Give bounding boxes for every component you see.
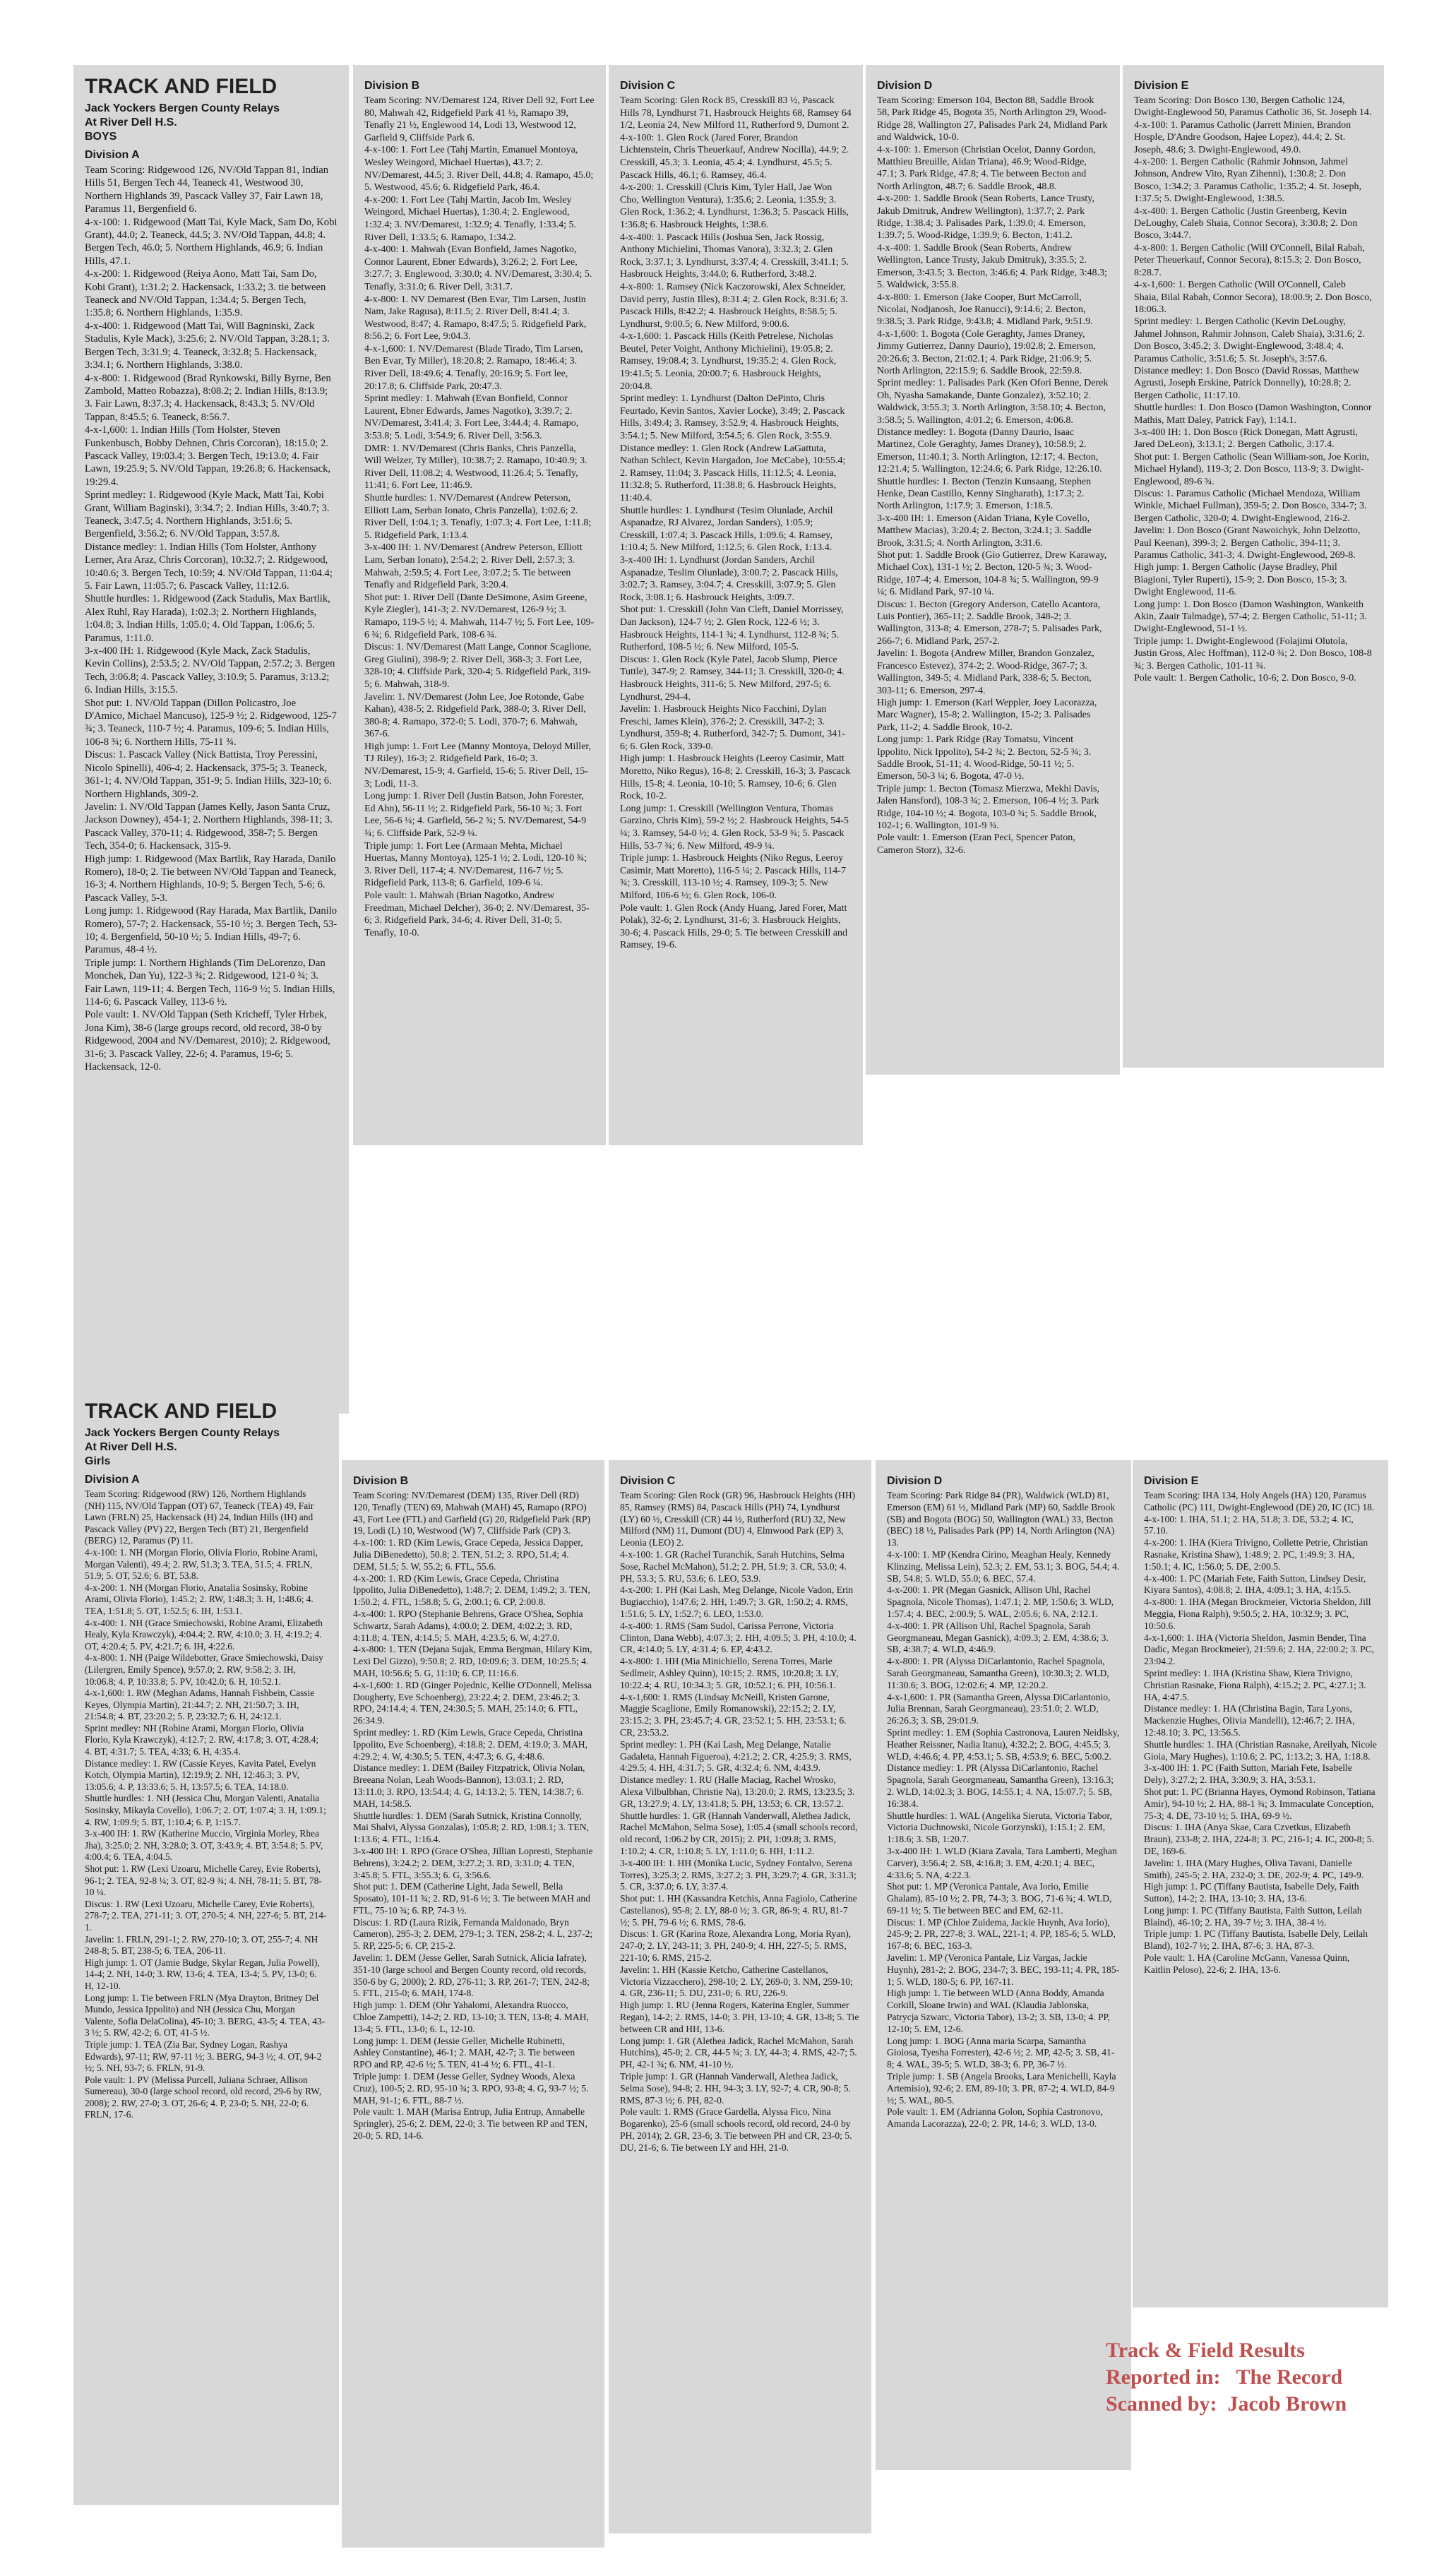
boys-headline: TRACK AND FIELD xyxy=(85,75,278,98)
boys-division-a-title: Division A xyxy=(85,149,140,161)
boys-division-a-results: Team Scoring: Ridgewood 126, NV/Old Tappan 81, Indian Hills 51, Bergen Tech 44, Teaneck 41, Westwood 30, Northern Highlands 39, Pascack Valley 37, Fair Lawn 18, Paramus 11, Bergenfield 6. 4-x-100: 1. Ridgewood (Matt Tai, Kyle Mack, Sam Do, Kobi Grant), 44.0; 2. Teaneck, 44.5; 3. NV/Old Tappan, 44.8; 4. Bergen Tech, 46.0; 5. Northern Highlands, 46.9; 6. Indian Hills, 47.1. 4-x-200: 1. Ridgewood (Reiya Aono, Matt Tai, Sam Do, Kobi Grant), 1:31.2; 2. Hackensack, 1:33.2; 3. tie between Teaneck and NV/Old Tappan, 1:34.4; 5. Bergen Tech, 1:35.8; 6. Northern Highlands, 1:35.9. 4-x-400: 1. Ridgewood (Matt Tai, Will Bagninski, Zack Stadulis, Kyle Mack), 3:25.6; 2. NV/Old Tappan, 3:28.1; 3. Bergen Tech, 3:31.9; 4. Teaneck, 3:32.8; 5. Hackensack, 3:34.1; 6. Northern Highlands, 3:38.0. 4-x-800: 1. Ridgewood (Brad Rynkowski, Billy Byrne, Ben Zambold, Matteo Robazza), 8:08.2; 2. Indian Hills, 8:13.9; 3. Fair Lawn, 8:37.3; 4. Hackensack, 8:43.3; 5. NV/Old Tappan, 8:45.5; 6. Teaneck, 8:56.7. 4-x-1,600: 1. Indian Hills (Tom Holster, Steven Funkenbusch, Bobby Dehnen, Chris Corcoran), 18:15.0; 2. Pascack Valley, 19:03.4; 3. Bergen Tech, 19:13.0; 4. Fair Lawn, 19:25.9; 5. NV/Old Tappan, 19:26.8; 6. Hackensack, 19:29.4. Sprint medley: 1. Ridgewood (Kyle Mack, Matt Tai, Kobi Grant, William Baginski), 3:34.7; 2. Indian Hills, 3:40.7; 3. Teaneck, 3:47.5; 4. Northern Highlands, 3:51.6; 5. Bergenfield, 3:56.2; 6. NV/Old Tappan, 3:57.8. Distance medley: 1. Indian Hills (Tom Holster, Anthony Lerner, Ara Araz, Chris Corcoran), 10:32.7; 2. Ridgewood, 10:40.6; 3. Bergen Tech, 10:59; 4. NV/Old Tappan, 11:04.4; 5. Fair Lawn, 11:05.7; 6. Pascack Valley, 11:12.6. Shuttle hurdles: 1. Ridgewood (Zack Stadulis, Max Bartlik, Alex Ruhl, Ray Harada), 1:02.3; 2. Northern Highlands, 1:04.8; 3. Indian Hills, 1:05.0; 4. Old Tappan, 1:06.6; 5. Paramus, 1:11.0. 3-x-400 IH: 1. Ridgewood (Kyle Mack, Zack Stadulis, Kevin Collins), 2:53.5; 2. NV/Old Tappan, 2:57.2; 3. Bergen Tech, 3:06.8; 4. Pascack Valley, 3:10.9; 5. Paramus, 3:13.2; 6. Indian Hills, 3:15.5. Shot put: 1. NV/Old Tappan (Dillon Policastro, Joe D'Amico, Michael Mancuso), 125-9 ½; 2. Ridgewood, 125-7 ¾; 3. Teaneck, 110-7 ½; 4. Paramus, 109-6; 5. Indian Hills, 106-8 ¾; 6. Northern Hills, 75-11 ¾. Discus: 1. Pascack Valley (Nick Battista, Troy Peressini, Nicolo Spinelli), 406-4; 2. Hackensack, 375-5; 3. Teaneck, 361-1; 4. NV/Old Tappan, 351-9; 5. Indian Hills, 323-10; 6. Northern Highlands, 309-2. Javelin: 1. NV/Old Tappan (James Kelly, Jason Santa Cruz, Jackson Downey), 454-1; 2. Northern Highlands, 398-11; 3. Pascack Valley, 370-11; 4. Ridgewood, 358-7; 5. Bergen Tech, 354-0; 6. Hackensack, 315-9. High jump: 1. Ridgewood (Max Bartlik, Ray Harada, Danilo Romero), 18-0; 2. Tie between NV/Old Tappan and Teaneck, 16-3; 4. Northern Highlands, 10-9; 5. Bergen Tech, 5-6; 6. Pascack Valley, 5-3. Long jump: 1. Ridgewood (Ray Harada, Max Bartlik, Danilo Romero), 57-7; 2. Hackensack, 55-10 ½; 3. Bergen Tech, 53-10; 4. Bergenfield, 50-10 ½; 5. Indian Hills, 49-7; 6. Paramus, 48-4 ½. Triple jump: 1. Northern Highlands (Tim DeLorenzo, Dan Monchek, Dan Yu), 122-3 ¾; 2. Ridgewood, 121-0 ¾; 3. Fair Lawn, 119-11; 4. Bergen Tech, 116-9 ½; 5. Indian Hills, 114-6; 6. Pascack Valley, 113-6 ½. Pole vault: 1. NV/Old Tappan (Seth Kricheff, Tyler Hrbek, Jona Kim), 38-6 (large groups record, old record, 38-0 by Ridgewood, 2004 and NV/Demarest, 2010); 2. Ridgewood, 31-6; 3. Pascack Valley, 22-6; 4. Paramus, 19-6; 5. Hackensack, 12-0. xyxy=(85,165,338,1073)
boys-division-d-title: Division D xyxy=(877,80,933,92)
girls-division-e-clipping xyxy=(1133,1460,1388,2308)
girls-division-b-clipping xyxy=(342,1460,604,2548)
boys-meet-name: Jack Yockers Bergen County Relays xyxy=(85,102,280,114)
boys-division-d-results: Team Scoring: Emerson 104, Becton 88, Saddle Brook 58, Park Ridge 45, Bogota 35, North Arlington 29, Wood-Ridge 28, Wallington 27, Palisades Park 24, Midland Park and Waldwick, 10-0. 4-x-100: 1. Emerson (Christian Ocelot, Danny Gordon, Matthieu Breuille, Aidan Triana), 46.9; Wood-Ridge, 47.1; 3. Park Ridge, 47.8; 4. Tie between Becton and North Arlington, 48.7; 6. Saddle Brook, 48.8. 4-x-200: 1. Saddle Brook (Sean Roberts, Lance Trusty, Jakub Dmitruk, Andrew Wellington), 1:37.7; 2. Park Ridge, 1:38.4; 3. Palisades Park, 1:39.0; 4. Emerson, 1:39.7; 5. Wood-Ridge, 1:39.9; 6. Becton, 1:41.2. 4-x-400: 1. Saddle Brook (Sean Roberts, Andrew Wellington, Lance Trusty, Jakub Dmitruk), 3:35.5; 2. Emerson, 3:43.5; 3. Becton, 3:46.6; 4. Park Ridge, 3:48.3; 5. Waldwick, 3:55.8. 4-x-800: 1. Emerson (Jake Cooper, Burt McCarroll, Nicolai, Nodjanosh, Joe Ranucci), 9:14.6; 2. Becton, 9:38.5; 3. Park Ridge, 9:43.8; 4. Midland Park, 9:51.9. 4-x-1,600: 1. Bogota (Cole Geraghty, James Draney, Jimmy Gutierrez, Danny Daurio), 19:02.8; 2. Emerson, 20:26.6; 3. Becton, 21:02.1; 4. Park Ridge, 21:06.9; 5. North Arlington, 22:15.9; 6. Saddle Brook, 22:59.8. Sprint medley: 1. Palisades Park (Ken Ofori Benne, Derek Oh, Nyasha Samakande, Dante Gonzalez), 3:52.10; 2. Waldwick, 3:55.3; 3. North Arlington, 3:58.10; 4. Becton, 3:58.5; 5. Wallington, 4:01.2; 6. Emerson, 4:06.8. Distance medley: 1. Bogota (Danny Daurio, Isaac Martinez, Cole Geraghty, James Draney), 10:58.9; 2. Emerson, 11:40.1; 3. North Arlington, 12:17; 4. Becton, 12:21.4; 5. Wallington, 12:24.6; 6. Park Ridge, 12:26.10. Shuttle hurdles: 1. Becton (Tenzin Kunsaang, Stephen Henke, Dean Castillo, Kenny Singharath), 1:17.3; 2. North Arlington, 1:17.9; 3. Emerson, 1:18.5. 3-x-400 IH: 1. Emerson (Aidan Triana, Kyle Covello, Matthew Macias), 3:20.4; 2. Becton, 3:24.1; 3. Saddle Brook, 3:31.5; 4. North Arlington, 3:31.6. Shot put: 1. Saddle Brook (Gio Gutierrez, Drew Karaway, Michael Cox), 131-1 ½; 2. Becton, 120-5 ¾; 3. Wood-Ridge, 107-4; 4. Emerson, 104-8 ¾; 5. Wallington, 99-9 ¼; 6. Midland Park, 97-10 ¼. Discus: 1. Becton (Gregory Anderson, Catello Acantora, Luis Pontier), 365-11; 2. Saddle Brook, 348-2; 3. Wallington, 313-8; 4. Emerson, 278-7; 5. Palisades Park, 266-7; 6. Midland Park, 257-2. Javelin: 1. Bogota (Andrew Miller, Brandon Gonzalez, Francesco Estevez), 374-2; 2. Wood-Ridge, 367-7; 3. Wallington, 349-5; 4. Midland Park, 338-6; 5. Becton, 303-11; 6. Emerson, 297-4. High jump: 1. Emerson (Karl Weppler, Joey Lacorazza, Marc Wagner), 15-8; 2. Wallington, 15-2; 3. Palisades Park, 11-2; 4. Saddle Brook, 10-2. Long jump: 1. Park Ridge (Ray Tomatsu, Vincent Ippolito, Nick Ippolito), 54-2 ¾; 2. Becton, 52-5 ¾; 3. Saddle Brook, 51-11; 4. Wood-Ridge, 50-11 ½; 5. Emerson, 50-3 ¼; 6. Bogota, 47-0 ½. Triple jump: 1. Becton (Tomasz Mierzwa, Mekhi Davis, Jalen Hansford), 108-3 ¾; 2. Emerson, 106-4 ½; 3. Park Ridge, 104-10 ½; 4. Bogota, 103-0 ¾; 5. Saddle Brook, 102-1; 6. Wallington, 101-9 ¾. Pole vault: 1. Emerson (Eran Peci, Spencer Paton, Cameron Storz), 32-6. xyxy=(877,95,1109,856)
boys-division-c-results: Team Scoring: Glen Rock 85, Cresskill 83 ½, Pascack Hills 78, Lyndhurst 71, Hasbrouck Heights 68, Ramsey 64 1/2, Leonia 24, New Milford 11, Rutherford 9, Dumont 2. 4-x-100: 1. Glen Rock (Jared Forer, Brandon Lichtenstein, Chris Theuerkauf, Andrew Nocilla), 44.9; 2. Cresskill, 45.3; 3. Leonia, 45.4; 4. Lyndhurst, 45.5; 5. Pascack Hills, 46.1; 6. Ramsey, 46.4. 4-x-200: 1. Cresskill (Chris Kim, Tyler Hall, Jae Won Cho, Wellington Ventura), 1:35.6; 2. Leonia, 1:35.9; 3. Glen Rock, 1:36.2; 4. Lyndhurst, 1:36.3; 5. Pascack Hills, 1:36.8; 6. Hasbrouck Heights, 1:38.6. 4-x-400: 1. Pascack Hills (Joshua Sen, Jack Rossig, Anthony Michielini, Thomas Vanora), 3:32.3; 2. Glen Rock, 3:37.1; 3. Lyndhurst, 3:37.4; 4. Cresskill, 3:41.1; 5. Hasbrouck Heights, 3:44.0; 6. Rutherford, 3:48.2. 4-x-800: 1. Ramsey (Nick Kaczorowski, Alex Schneider, David perry, Justin Illes), 8:31.4; 2. Glen Rock, 8:31.6; 3. Pascack Hills, 8:42.2; 4. Hasbrouck Heights, 8:58.5; 5. Lyndhurst, 9:00.5; 6. New Milford, 9:00.6. 4-x-1,600: 1. Pascack Hills (Keith Petrelese, Nicholas Beutel, Peter Voight, Anthony Michielini), 19:05.8; 2. Ramsey, 19:08.4; 3. Lyndhurst, 19:35.2; 4. Glen Rock, 19:41.5; 5. Leonia, 20:00.7; 6. Hasbrouck Heights, 20:04.8. Sprint medley: 1. Lyndhurst (Dalton DePinto, Chris Feurtado, Kevin Santos, Xavier Locke), 3:49; 2. Pascack Hills, 3:49.4; 3. Ramsey, 3:52.9; 4. Hasbrouck Heights, 3:54.1; 5. New Milford, 3:54.5; 6. Glen Rock, 3:55.9. Distance medley: 1. Glen Rock (Andrew LaGattuta, Nathan Schlect, Kevin Hargadon, Joe McCabe), 10:55.4; 2. Ramsey, 11:04; 3. Pascack Hills, 11:12.5; 4. Leonia, 11:32.8; 5. Rutherford, 11:38.8; 6. Hasbrouck Heights, 11:40.4. Shuttle hurdles: 1. Lyndhurst (Tesim Olunlade, Archil Aspanadze, RJ Alvarez, Jordan Sanders), 1:05.9; Cresskill, 1:07.4; 3. Pascack Hills, 1:09.6; 4. Ramsey, 1:10.4; 5. New Milford, 1:12.5; 6. Glen Rock, 1:13.4. 3-x-400 IH: 1. Lyndhurst (Jordan Sanders, Archil Aspanadze, Teslim Olunlade), 3:00.7; 2. Pascack Hills, 3:02.7; 3. Ramsey, 3:04.7; 4. Cresskill, 3:07.9; 5. Glen Rock, 3:08.1; 6. Hasbrouck Heights, 3:09.7. Shot put: 1. Cresskill (John Van Cleft, Daniel Morrissey, Dan Jackson), 124-7 ½; 2. Glen Rock, 122-6 ½; 3. Hasbrouck Heights, 114-1 ¾; 4. Lyndhurst, 112-8 ¾; 5. Rutherford, 108-5 ½; 6. New Milford, 105-5. Discus: 1. Glen Rock (Kyle Patel, Jacob Slump, Pierce Tuttle), 347-9; 2. Ramsey, 344-11; 3. Cresskill, 320-0; 4. Hasbrouck Heights, 311-6; 5. New Milford, 297-5; 6. Lyndhurst, 294-4. Javelin: 1. Hasbrouck Heights Nico Facchini, Dylan Freschi, James Klein), 376-2; 2. Cresskill, 347-2; 3. Lyndhurst, 359-8; 4. Rutherford, 342-7; 5. Dumont, 341-6; 6. Glen Rock, 339-0. High jump: 1. Hasbrouck Heights (Leeroy Casimir, Matt Moretto, Niko Regus), 16-8; 2. Cresskill, 16-3; 3. Pascack Hills, 15-8; 4. Leonia, 10-10; 5. Ramsey, 10-6; 6. Glen Rock, 10-2. Long jump: 1. Cresskill (Wellington Ventura, Thomas Garzino, Chris Kim), 59-2 ½; 2. Hasbrouck Heights, 54-5 ¼; 3. Ramsey, 54-0 ½; 4. Glen Rock, 53-9 ¾; 5. Pascack Hills, 53-7 ¾; 6. New Milford, 49-9 ¼. Triple jump: 1. Hasbrouck Heights (Niko Regus, Leeroy Casimir, Matt Moretto), 116-5 ¼; 2. Pascack Hills, 114-7 ¾; 3. Cresskill, 113-10 ½; 4. Ramsey, 109-3; 5. New Milford, 106-6 ½; 6. Glen Rock, 106-0. Pole vault: 1. Glen Rock (Andy Huang, Jared Forer, Matt Polak), 32-6; 2. Lyndhurst, 31-6; 3. Hasbrouck Heights, 30-6; 4. Pascack Hills, 29-0; 5. Tie between Cresskill and Ramsey, 19-6. xyxy=(620,95,852,951)
boys-division-a-clipping xyxy=(73,65,349,1414)
girls-division-b-results: Team Scoring: NV/Demarest (DEM) 135, River Dell (RD) 120, Tenafly (TEN) 69, Mahwah (MAH) 45, Ramapo (RPO) 43, Fort Lee (FTL) and Garfield (G) 20, Ridgefield Park (RP) 19, Lodi (L) 10, Westwood (W) 7, Cliffside Park (CP) 3. 4-x-100: 1. RD (Kim Lewis, Grace Cepeda, Jessica Dapper, Julia DiBenedetto), 50.8; 2. TEN, 51.2; 3. RPO, 51.4; 4. DEM, 51.5; 5. W, 55.2; 6. FTL, 55.6. 4-x-200: 1. RD (Kim Lewis, Grace Cepeda, Christina Ippolito, Julia DiBenedetto), 1:48.7; 2. DEM, 1:49.2; 3. TEN, 1:50.2; 4. FTL, 1:58.8; 5. G, 2:00.1; 6. CP, 2:00.8. 4-x-400: 1. RPO (Stephanie Behrens, Grace O'Shea, Sophia Schwartz, Sarah Adams), 4:00.0; 2. DEM, 4:02.2; 3. RD, 4:11.8; 4. TEN, 4:14.5; 5. MAH, 4:23.5; 6. W, 4:27.0. 4-x-800: 1. TEN (Dejana Sujak, Emma Bergman, Hilary Kim, Lexi Del Gizzo), 9:50.8; 2. RD, 10:09.6; 3. DEM, 10:25.5; 4. MAH, 10:56.6; 5. G, 11:10; 6. CP, 11:16.6. 4-x-1,600: 1. RD (Ginger Pojednic, Kellie O'Donnell, Melissa Dougherty, Eve Schoenberg), 23:22.4; 2. DEM, 23:46.2; 3. RPO, 24:14.4; 4. TEN, 24:30.5; 5. MAH, 25:14.0; 6. FTL, 26:34.9. Sprint medley: 1. RD (Kim Lewis, Grace Cepeda, Christina Ippolito, Eve Schoenberg), 4:18.8; 2. DEM, 4:19.0; 3. MAH, 4:29.2; 4. W, 4:30.5; 5. TEN, 4:47.3; 6. G, 4:48.6. Distance medley: 1. DEM (Bailey Fitzpatrick, Olivia Nolan, Breeana Nolan, Leah Woods-Bannon), 13:03.1; 2. RD, 13:11.0; 3. RPO, 13:54.4; 4. G, 14:13.2; 5. TEN, 14:38.7; 6. MAH, 14:58.5. Shuttle hurdles: 1. DEM (Sarah Sutnick, Kristina Connolly, Mai Shalvi, Alyssa Gonzalas), 1:05.8; 2. RD, 1:08.1; 3. TEN, 1:13.6; 4. FTL, 1:16.4. 3-x-400 IH: 1. RPO (Grace O'Shea, Jillian Lopresti, Stephanie Behrens), 3:24.2; 2. DEM, 3:27.2; 3. RD, 3:31.0; 4. TEN, 3:45.8; 5. FTL, 3:55.3; 6. G, 3:56.6. Shot put: 1. DEM (Catherine Light, Jada Sewell, Bella Sposato), 101-11 ¾; 2. RD, 91-6 ½; 3. Tie between MAH and FTL, 75-10 ¾; 6. RP, 74-3 ½. Discus: 1. RD (Laura Rizik, Fernanda Maldonado, Bryn Cameron), 295-3; 2. DEM, 279-1; 3. TEN, 258-2; 4. L, 237-2; 5. RP, 225-5; 6. CP, 215-2. Javelin: 1. DEM (Jesse Geller, Sarah Sutnick, Alicia Iafrate), 351-10 (large school and Bergen County record, old records, 350-6 by G, 2000); 2. RD, 276-11; 3. RP, 261-7; TEN, 242-8; 5. FTL, 215-0; 6. MAH, 174-8. High jump: 1. DEM (Ohr Yahalomi, Alexandra Ruocco, Chloe Zampetti), 14-2; 2. RD, 13-10; 3. TEN, 13-8; 4. MAH, 13-4; 5. FTL, 13-0; 6. L, 12-10. Long jump: 1. DEM (Jessie Geller, Michelle Rubinetti, Ashley Constantine), 46-1; 2. MAH, 42-7; 3. Tie between RPO and RP, 42-6 ½; 5. TEN, 41-4 ½; 6. FTL, 41-1. Triple jump: 1. DEM (Jesse Geller, Sydney Woods, Alexa Cruz), 100-5; 2. RD, 95-10 ¾; 3. RPO, 93-8; 4. G, 93-7 ½; 5. MAH, 91-1; 6. FTL, 88-7 ½. Pole vault: 1. MAH (Marisa Entrup, Julia Entrup, Annabelle Springler), 25-6; 2. DEM, 22-0; 3. Tie between RP and TEN, 20-0; 5. RD, 14-6. xyxy=(353,1490,593,2142)
girls-division-d-clipping xyxy=(876,1460,1131,2470)
boys-division-c-clipping xyxy=(609,65,863,1145)
boys-division-b-clipping xyxy=(353,65,606,1145)
boys-division-e-clipping xyxy=(1123,65,1384,1068)
girls-division-a-results: Team Scoring: Ridgewood (RW) 126, Northern Highlands (NH) 115, NV/Old Tappan (OT) 67, Teaneck (TEA) 49, Fair Lawn (FRLN) 25, Hackensack (H) 24, Indian Hills (IH) and Pascack Valley (PV) 22, Bergen Tech (BT) 21, Bergenfield (BERG) 12, Paramus (P) 11. 4-x-100: 1. NH (Morgan Florio, Olivia Florio, Robine Arami, Morgan Valenti), 49.4; 2. RW, 51.3; 3. TEA, 51.5; 4. FRLN, 51.9; 5. OT, 52.6; 6. BT, 53.8. 4-x-200: 1. NH (Morgan Florio, Anatalia Sosinsky, Robine Arami, Olivia Florio), 1:45.2; 2. RW, 1:48.3; 3. H, 1:48.6; 4. TEA, 1:51.8; 5. OT, 1:52.5; 6. IH, 1:53.1. 4-x-400: 1. NH (Grace Smiechowski, Robine Arami, Elizabeth Healy, Kyla Krawczyk), 4:04.4; 2. RW, 4:10.0; 3. H, 4:19.2; 4. OT, 4:20.4; 5. PV, 4:21.7; 6. IH, 4:22.6. 4-x-800: 1. NH (Paige Wildebotter, Grace Smiechowski, Daisy (Lilergren, Emily Spence), 9:57.0; 2. RW, 9:58.2; 3. IH, 10:06.8; 4. P, 10:33.8; 5. PV, 10:42.0; 6. H, 10:52.1. 4-x-1,600: 1. RW (Meghan Adams, Hannah Fishbein, Cassie Keyes, Olympia Martin), 21:44.7; 2. NH, 21:50.7; 3. IH, 21:54.8; 4. BT, 23:20.2; 5. P, 23:32.7; 6. H, 24:12.1. Sprint medley: NH (Robine Arami, Morgan Florio, Olivia Florio, Kyla Krawczyk), 4:12.7; 2. RW, 4:17.8; 3. OT, 4:28.4; 4. BT, 4:31.7; 5. TEA, 4:33; 6. H, 4:35.4. Distance medley: 1. RW (Cassie Keyes, Kavita Patel, Evelyn Kotch, Olympia Martin), 12:19.9; 2. NH, 12:46.3; 3. PV, 13:05.6; 4. P, 13:33.6; 5. H, 13:57.5; 6. TEA, 14:18.0. Shuttle hurdles: 1. NH (Jessica Chu, Morgan Valenti, Anatalia Sosinsky, Mikayla Covello), 1:06.7; 2. OT, 1:07.4; 3. H, 1:09.1; 4. RW, 1:09.9; 5. BT, 1:10.4; 6. P, 1:15.7. 3-x-400 IH: 1. RW (Katherine Muccio, Virginia Morley, Rhea Jha), 3:25.0; 2. NH, 3:28.0; 3. OT, 3:43.9; 4. BT, 3:54.8; 5. PV, 4:00.4; 6. TEA, 4:04.5. Shot put: 1. RW (Lexi Uzoaru, Michelle Carey, Evie Roberts), 96-1; 2. TEA, 92-8 ¼; 3. OT, 82-9 ¾; 4. NH, 78-11; 5. BT, 78-10 ¼. Discus: 1. RW (Lexi Uzoaru, Michelle Carey, Evie Roberts), 278-7; 2. TEA, 271-11; 3. OT, 270-5; 4. NH, 227-6; 5. BT, 214-1. Javelin: 1. FRLN, 291-1; 2. RW, 270-10; 3. OT, 255-7; 4. NH 248-8; 5. BT, 238-5; 6. TEA, 206-11. High jump: 1. OT (Jamie Budge, Skylar Regan, Julia Powell), 14-4; 2. NH, 14-0; 3. RW, 13-6; 4. TEA, 13-4; 5. PV, 13-0; 6. H, 12-10. Long jump: 1. Tie between FRLN (Mya Drayton, Britney Del Mundo, Jessica Ippolito) and NH (Jessica Chu, Morgan Valente, Sofia DelaColina), 45-10; 3. BERG, 43-5; 4. TEA, 43-3 ½; 5. RW, 42-2; 6. OT, 41-5 ½. Triple jump: 1. TEA (Zia Bar, Sydney Logan, Rashya Edwards), 97-11; RW, 97-11 ½; 3. BERG, 94-3 ½; 4. OT, 94-2 ½; 5. NH, 93-7; 6. FRLN, 91-9. Pole vault: 1. PV (Melissa Purcell, Juliana Schraer, Allison Sumereau), 30-0 (large school record, old record, 29-6 by RW, 2008); 2. RW, 27-0; 3. OT, 26-6; 4. P, 23-0; 5. NH, 22-0; 6. FRLN, 17-6. xyxy=(85,1488,327,2120)
girls-gender-label: Girls xyxy=(85,1455,111,1467)
boys-division-b-results: Team Scoring: NV/Demarest 124, River Dell 92, Fort Lee 80, Mahwah 42, Ridgefield Park 41 ½, Ramapo 39, Tenafly 21 ½, Englewood 14, Lodi 13, Westwood 12, Garfield 9, Cliffside Park 6. 4-x-100: 1. Fort Lee (Tahj Martin, Emanuel Montoya, Wesley Weingord, Michael Huertas), 43.7; 2. NV/Demarest, 44.5; 3. River Dell, 44.8; 4. Ramapo, 45.0; 5. Westwood, 45.6; 6. Ridgefield Park, 46.4. 4-x-200: 1. Fort Lee (Tahj Martin, Jacob Im, Wesley Weingord, Michael Huertas), 1:30.4; 2. Englewood, 1:32.4; 3. NV/Demarest, 1:32.9; 4. Tenafly, 1:33.4; 5. River Dell, 1:33.5; 6. Ramapo, 1:34.2. 4-x-400: 1. Mahwah (Evan Bonfield, James Nagotko, Connor Laurent, Ebner Edwards), 3:26.2; 2. Fort Lee, 3:27.7; 3. Englewood, 3:30.0; 4. NV/Demarest, 3:30.4; 5. Tenafly, 3:31.0; 6. River Dell, 3:31.7. 4-x-800: 1. NV Demarest (Ben Evar, Tim Larsen, Justin Nam, Jake Ragusa), 8:11.5; 2. River Dell, 8:41.4; 3. Westwood, 8:47; 4. Ramapo, 8:47.5; 5. Ridgefield Park, 8:56.2; 6. Fort Lee, 9:04.3. 4-x-1,600: 1. NV/Demarest (Blade Tirado, Tim Larsen, Ben Evar, Ty Miller), 18:20.8; 2. Ramapo, 18:46.4; 3. River Dell, 18:49.6; 4. Tenafly, 20:16.9; 5. Fort lee, 20:17.8; 6. Cliffside Park, 20:47.3. Sprint medley: 1. Mahwah (Evan Bonfield, Connor Laurent, Ebner Edwards, James Nagotko), 3:39.7; 2. NV/Demarest, 3:41.4; 3. Fort Lee, 3:44.4; 4. Ramapo, 3:53.8; 5. Lodi, 3:54.9; 6. River Dell, 3:56.3. DMR: 1. NV/Demarest (Chris Banks, Chris Panzella, Will Welzer, Ty Miller), 10:38.7; 2. Ramapo, 10:40.9; 3. River Dell, 11:08.2; 4. Westwood, 11:26.4; 5. Tenafly, 11:41; 6. Fort Lee, 11:46.9. Shuttle hurdles: 1. NV/Demarest (Andrew Peterson, Elliott Lam, Serban Ionato, Chris Panzella), 1:02.6; 2. River Dell, 1:04.1; 3. Tenafly, 1:07.3; 4. Fort Lee, 1:11.8; 5. Ridgefield Park, 1:13.4. 3-x-400 IH: 1. NV/Demarest (Andrew Peterson, Elliott Lam, Serban Ionato), 2:54.2; 2. River Dell, 2:57.3; 3. Mahwah, 2:59.5; 4. Fort Lee, 3:07.2; 5. Tie between Tenafly and Ridgefield Park, 3:20.4. Shot put: 1. River Dell (Dante DeSimone, Asim Greene, Kyle Ziegler), 141-3; 2. NV/Demarest, 126-9 ½; 3. Ramapo, 119-5 ½; 4. Mahwah, 114-7 ½; 5. Fort Lee, 109-6 ¾; 6. Ridgefield Park, 108-6 ¾. Discus: 1. NV/Demarest (Matt Lange, Connor Scaglione, Greg Giulini), 398-9; 2. River Dell, 368-3; 3. Fort Lee, 328-10; 4. Cliffside Park, 320-4; 5. Ridgefield Park, 319-5; 6. Mahwah, 318-9. Javelin: 1. NV/Demarest (John Lee, Joe Rotonde, Gabe Kahan), 438-5; 2. Ridgefield Park, 388-0; 3. River Dell, 380-8; 4. Ramapo, 372-0; 5. Lodi, 370-7; 6. Mahwah, 367-6. High jump: 1. Fort Lee (Manny Montoya, Deloyd Miller, TJ Riley), 16-3; 2. Ridgefield Park, 16-0; 3. NV/Demarest, 15-9; 4. Garfield, 15-6; 5. River Dell, 15-3; Lodi, 11-3. Long jump: 1. River Dell (Justin Batson, John Forester, Ed Ahn), 56-11 ½; 2. Ridgefield Park, 56-10 ¾; 3. Fort Lee, 56-6 ¼; 4. Garfield, 56-2 ¾; 5. NV/Demarest, 54-9 ¾; 6. Cliffside Park, 52-9 ¼. Triple jump: 1. Fort Lee (Armaan Mehta, Michael Huertas, Manny Montoya), 125-1 ½; 2. Lodi, 120-10 ¾; 3. River Dell, 117-4; 4. NV/Demarest, 116-7 ½; 5. Ridgefield Park, 113-8; 6. Garfield, 109-6 ¼. Pole vault: 1. Mahwah (Brian Nagotko, Andrew Freedman, Michael Delcher), 36-0; 2. NV/Demarest, 35-6; 3. Ridgefield Park, 34-6; 4. River Dell, 31-0; 5. Tenafly, 10-0. xyxy=(364,95,595,938)
boys-division-e-results: Team Scoring: Don Bosco 130, Bergen Catholic 124, Dwight-Englewood 50, Paramus Catholic 36, St. Joseph 14. 4-x-100: 1. Paramus Catholic (Jarrett Minien, Brandon Hosple, D'Andre Goodson, Hajee Lopez), 44.4; 2. St. Joseph, 48.6; 3. Dwight-Englewood, 49.0. 4-x-200: 1. Bergen Catholic (Rahmir Johnson, Jahmel Johnson, Andrew Vito, Ryan Zihenni), 1:30.8; 2. Don Bosco, 1:34.2; 3. Paramus Catholic, 1:35.2; 4. St. Joseph, 1:37.5; 5. Dwight-Englewood, 1:38.5. 4-x-400: 1. Bergen Catholic (Justin Greenberg, Kevin DeLoughy, Caleb Shaia, Connor Secora), 3:30.8; 2. Don Bosco, 3:44.7. 4-x-800: 1. Bergen Catholic (Will O'Connell, Bilal Rabah, Peter Theuerkauf, Connor Secora), 8:15.3; 2. Don Bosco, 8:28.7. 4-x-1,600: 1. Bergen Catholic (Will O'Connell, Caleb Shaia, Bilal Rabah, Connor Secora), 18:00.9; 2. Don Bosco, 18:06.3. Sprint medley: 1. Bergen Catholic (Kevin DeLoughy, Jahmel Johnson, Rahmir Johnson, Caleb Shaia), 3:31.6; 2. Don Bosco, 3:45.2; 3. Dwight-Englewood, 3:48.4; 4. Paramus Catholic, 3:51.6; 5. St. Joseph's, 3:57.6. Distance medley: 1. Don Bosco (David Rossas, Matthew Agrusti, Joseph Erskine, Patrick Donnelly), 10:28.8; 2. Bergen Catholic, 11:17.10. Shuttle hurdles: 1. Don Bosco (Damon Washington, Connor Mathis, Matt Daley, Patrick Fay), 1:14.1. 3-x-400 IH: 1. Don Bosco (Rick Donegan, Matt Agrusti, Jared DeLeon), 3:13.1; 2. Bergen Catholic, 3:17.4. Shot put: 1. Bergen Catholic (Sean William-son, Joe Korin, Michael Hyland), 119-3; 2. Don Bosco, 113-9; 3. Dwight-Englewood, 89-6 ¾. Discus: 1. Paramus Catholic (Michael Mendoza, William Winkle, Michael Fullman), 359-5; 2. Don Bosco, 334-7; 3. Bergen Catholic, 320-0; 4. Dwight-Englewood, 216-2. Javelin: 1. Don Bosco (Grant Nawoichyk, John Delzotto, Paul Keenan), 399-3; 2. Bergen Catholic, 394-11; 3. Paramus Catholic, 341-3; 4. Dwight-Englewood, 269-8. High jump: 1. Bergen Catholic (Jayse Bradley, Phil Biagioni, Tyler Ruperti), 15-9; 2. Don Bosco, 15-3; 3. Dwight Englewood, 11-6. Long jump: 1. Don Bosco (Damon Washington, Wankeith Akin, Zaair Talmadge), 57-4; 2. Bergen Catholic, 51-11; 3. Dwight-Englewood, 51-1 ½. Triple jump: 1. Dwight-Englewood (Folajimi Olutola, Justin Gross, Alec Hoffman), 112-0 ¾; 2. Don Bosco, 108-8 ¾; 3. Bergen Catholic, 101-11 ¾. Pole vault: 1. Bergen Catholic, 10-6; 2. Don Bosco, 9-0. xyxy=(1134,95,1372,684)
girls-meet-site: At River Dell H.S. xyxy=(85,1441,177,1453)
boys-division-b-title: Division B xyxy=(364,80,420,92)
girls-division-e-results: Team Scoring: IHA 134, Holy Angels (HA) 120, Paramus Catholic (PC) 111, Dwight-Englewood (DE) 20, IC (IC) 18. 4-x-100: 1. IHA, 51.1; 2. HA, 51.8; 3. DE, 53.2; 4. IC, 57.10. 4-x-200: 1. IHA (Kiera Trivigno, Collette Petrie, Christian Rasnake, Kristina Shaw), 1:48.9; 2. PC, 1:49.9; 3. HA, 1:50.1; 4. IC, 1:56.0; 5. DE, 2:00.5. 4-x-400: 1. PC (Mariah Fete, Faith Sutton, Lindsey Desir, Kiyara Santos), 4:08.8; 2. IHA, 4:09.1; 3. HA, 4:15.5. 4-x-800: 1. IHA (Megan Brockmeier, Victoria Sheldon, Jill Meggia, Fiona Ralph), 9:50.5; 2. HA, 10:32.9; 3. PC, 10:50.6. 4-x-1,600: 1. IHA (Victoria Sheldon, Jasmin Bender, Tina Dadic, Megan Brockmeier), 21:59.6; 2. HA, 22:00.2; 3. PC, 23:04.2. Sprint medley: 1. IHA (Kristina Shaw, Kiera Trivigno, Christian Rasnake, Fiona Ralph), 4:15.2; 2. PC, 4:27.1; 3. HA, 4:47.5. Distance medley: 1. HA (Christina Bagin, Tara Lyons, Mackenzie Hughes, Olivia Mandelli), 12:46.7; 2. IHA, 12:48.10; 3. PC, 13:56.5. Shuttle hurdles: 1. IHA (Christian Rasnake, Areilyah, Nicole Gioia, Mary Hughes), 1:10.6; 2. PC, 1:13.2; 3. HA, 1:18.8. 3-x-400 IH: 1. PC (Faith Sutton, Mariah Fete, Isabelle Dely), 3:27.2; 2. IHA, 3:30.9; 3. HA, 3:53.1. Shot put: 1. PC (Brianna Hayes, Oymond Robinson, Tatiana Amir), 94-10 ½; 2. HA, 88-1 ¾; 3. Immaculate Conception, 75-3; 4. DE, 73-10 ½; 5. IHA, 69-9 ½. Discus: 1. IHA (Anya Skae, Cara Czvetkus, Elizabeth Braun), 233-8; 2. IHA, 224-8; 3. PC, 216-1; 4. IC, 200-8; 5. DE, 169-6. Javelin: 1. IHA (Mary Hughes, Oliva Tavani, Danielle Smith), 245-5; 2. HA, 232-0; 3. DE, 202-9; 4. PC, 149-9. High jump: 1. PC (Tiffany Bautista, Isabelle Dely, Faith Sutton), 14-2; 2. IHA, 13-10; 3. HA, 13-6. Long jump: 1. PC (Tiffany Bautista, Faith Sutton, Leilah Blaind), 46-10; 2. HA, 39-7 ½; 3. IHA, 38-4 ½. Triple jump: 1. PC (Tiffany Bautista, Isabelle Dely, Leilah Bland), 102-7 ½; 2. IHA, 87-6; 3. HA, 87-3. Pole vault: 1. HA (Caroline McGann, Vanessa Quinn, Kaitlin Peloso), 22-6; 2. IHA, 13-6. xyxy=(1144,1490,1377,1975)
girls-meet-name: Jack Yockers Bergen County Relays xyxy=(85,1427,280,1439)
credit-line-title: Track & Field Results xyxy=(1106,2339,1305,2362)
girls-division-c-clipping xyxy=(609,1460,871,2533)
girls-headline: TRACK AND FIELD xyxy=(85,1399,278,1423)
boys-meet-site: At River Dell H.S. xyxy=(85,117,177,129)
girls-division-c-results: Team Scoring: Glen Rock (GR) 96, Hasbrouck Heights (HH) 85, Ramsey (RMS) 84, Pascack Hills (PH) 74, Lyndhurst (LY) 60 ½, Cresskill (CR) 44 ½, Rutherford (RU) 32, New Milford (NM) 11, Dumont (DU) 4, Elmwood Park (EP) 3, Leonia (LEO) 2. 4-x-100: 1. GR (Rachel Turanchik, Sarah Hutchins, Selma Sose, Rachel McMahon), 51.2; 2. PH, 51.9; 3. CR, 53.0; 4. PH, 53.3; 5. RU, 53.6; 6. LEO, 53.9. 4-x-200: 1. PH (Kai Lash, Meg Delange, Nicole Vadon, Erin Bugiacchio), 1:47.6; 2. HH, 1:49.7; 3. GR, 1:50.2; 4. RMS, 1:51.6; 5. LY, 1:52.7; 6. LEO, 1:53.0. 4-x-400: 1. RMS (Sam Sudol, Carissa Perrone, Victoria Clinton, Dana Webb), 4:07.3; 2. HH, 4:09.5; 3. PH, 4:10.0; 4. CR, 4:14.0; 5. LY, 4:31.4; 6. EP, 4:43.2. 4-x-800: 1. HH (Mia Minichiello, Serena Torres, Marie Sedlmeir, Ashley Quinn), 10:15; 2. RMS, 10:20.8; 3. LY, 10:22.4; 4. RU, 10:34.3; 5. GR, 10:52.1; 6. PH, 10:56.1. 4-x-1,600: 1. RMS (Lindsay McNeill, Kristen Garone, Maggie Scaglione, Emily Romanowski), 22:15.2; 2. LY, 23:15.2; 3. PH, 23:45.7; 4. GR, 23:52.1; 5. HH, 23:53.1; 6. CR, 23:53.2. Sprint medley: 1. PH (Kai Lash, Meg Delange, Natalie Gadaleta, Hannah Figueroa), 4:21.2; 2. CR, 4:25.9; 3. RMS, 4:29.5; 4. HH, 4:31.7; 5. GR, 4:32.4; 6. NM, 4:43.9. Distance medley: 1. RU (Halle Maciag, Rachel Wrosko, Alexa Vilbulbhan, Christie Na), 13:20.0; 2. RMS, 13:23.5; 3. GR, 13:27.9; 4. LY, 13:41.8; 5. PH, 13:53; 6. CR, 13:57.2. Shuttle hurdles: 1. GR (Hannah Vanderwall, Alethea Jadick, Rachel McMahon, Selma Sose), 1:05.4 (small schools record, old record, 1:06.2 by CR, 2015); 2. PH, 1:09.8; 3. RMS, 1:10.2; 4. CR, 1:10.8; 5. LY, 1:11.0; 6. HH, 1:11.2. 3-x-400 IH: 1. HH (Monika Lucic, Sydney Fontalvo, Serena Torres), 3:25.3; 2. RMS, 3:27.2; 3. PH, 3:29.7; 4. GR, 3:31.3; 5. CR, 3:37.0; 6. LY, 3:37.4. Shot put: 1. HH (Kassandra Ketchis, Anna Fagiolo, Catherine Castellanos), 95-8; 2. LY, 88-0 ½; 3. GR, 86-9; 4. RU, 81-7 ½; 5. PH, 79-6 ½; 6. RMS, 78-6. Discus: 1. GR (Karina Roze, Alexandra Long, Moria Ryan), 247-0; 2. LY, 243-11; 3. PH, 240-9; 4. HH, 227-5; 5. RMS, 221-10; 6. RMS, 215-2. Javelin: 1. HH (Kassie Ketcho, Catherine Castellanos, Victoria Vizzacchero), 298-10; 2. LY, 269-0; 3. NM, 259-10; 4. GR, 236-11; 5. DU, 231-0; 6. RU, 226-9. High jump: 1. RU (Jenna Rogers, Katerina Engler, Summer Regan), 14-2; 2. RMS, 14-0; 3. PH, 13-10; 4. GR, 13-8; 5. Tie between CR and HH, 13-6. Long jump: 1. GR (Alethea Jadick, Rachel McMahon, Sarah Hutchins), 45-0; 2. CR, 44-5 ¾; 3. LY, 44-3; 4. RMS, 42-7; 5. PH, 42-1 ¾; 6. NM, 41-10 ½. Triple jump: 1. GR (Hannah Vanderwall, Alethea Jadick, Selma Sose), 94-8; 2. HH, 94-3; 3. LY, 92-7; 4. CR, 90-8; 5. RMS, 87-3 ½; 6. PH, 82-0. Pole vault: 1. RMS (Grace Gardella, Alyssa Fico, Nina Bogarenko), 25-6 (small schools record, old record, 24-0 by PH, 2014); 2. GR, 23-6; 3. Tie between PH and CR, 23-0; 5. DU, 21-6; 6. Tie between LY and HH, 21-0. xyxy=(620,1490,859,2153)
boys-gender-label: BOYS xyxy=(85,131,117,143)
credit-line-scanner: Scanned by: Jacob Brown xyxy=(1106,2392,1347,2416)
girls-division-d-results: Team Scoring: Park Ridge 84 (PR), Waldwick (WLD) 81, Emerson (EM) 61 ½, Midland Park (MP) 60, Saddle Brook (SB) and Bogota (BOG) 50, Wallington (WAL) 33, Becton (BEC) 18 ½, Palisades Park (PP) 14, North Arlington (NA) 13. 4-x-100: 1. MP (Kendra Cirino, Meaghan Healy, Kennedy Klinzing, Melissa Lein), 52.3; 2. EM, 53.1; 3. BOG, 54.4; 4. SB, 54.8; 5. WLD, 55.0; 6. BEC, 57.4. 4-x-200: 1. PR (Megan Gasnick, Allison Uhl, Rachel Spagnola, Nicole Thomas), 1:47.1; 2. MP, 1:50.6; 3. WLD, 1:57.4; 4. BEC, 2:00.9; 5. WAL, 2:05.6; 6. NA, 2:12.1. 4-x-400: 1. PR (Allison Uhl, Rachel Spagnola, Sarah Georgmaneau, Megan Gasnick), 4:09.3; 2. EM, 4:38.6; 3. SB, 4:38.7; 4. WLD, 4:46.9. 4-x-800: 1. PR (Alyssa DiCarlantonio, Rachel Spagnola, Sarah Georgmaneau, Samantha Green), 10:30.3; 2. WLD, 11:30.6; 3. BOG, 12:02.6; 4. MP, 12:20.2. 4-x-1,600: 1. PR (Samantha Green, Alyssa DiCarlantonio, Julia Brennan, Sarah Georgmaneau), 23:51.0; 2. WLD, 26:26.3; 3. SB, 29:01.9. Sprint medley: 1. EM (Sophia Castronova, Lauren Neidlsky, Heather Reissner, Nadia Itanu), 4:32.2; 2. BOG, 4:45.5; 3. WLD, 4:46.6; 4. PP, 4:53.1; 5. SB, 4:53.9; 6. BEC, 5:00.2. Distance medley: 1. PR (Alyssa DiCarlantonio, Rachel Spagnola, Sarah Georgmaneau, Samantha Green), 13:16.3; 2. WLD, 14:02.3; 3. BOG, 14:55.1; 4. NA, 15:07.7; 5. SB, 16:38.4. Shuttle hurdles: 1. WAL (Angelika Sieruta, Victoria Tabor, Victoria Duchnowski, Nicole Gorzynski), 1:15.1; 2. EM, 1:18.6; 3. SB, 1:20.7. 3-x-400 IH: 1. WLD (Kiara Zavala, Tara Lamberti, Meghan Carver), 3:56.4; 2. SB, 4:16.8; 3. EM, 4:20.1; 4. BEC, 4:33.6; 5. NA, 4:22.3. Shot put: 1. MP (Veronica Pantale, Ava Iorio, Emilie Ghalam), 85-10 ½; 2. PR, 74-3; 3. BOG, 71-6 ¾; 4. WLD, 69-11 ½; 5. Tie between BEC and EM, 62-11. Discus: 1. MP (Chloe Zuidema, Jackie Huynh, Ava Iorio), 245-9; 2. PR, 227-8; 3. WAL, 221-1; 4. PP, 185-6; 5. WLD, 167-8; 6. BEC, 163-3. Javelin: 1. MP (Veronica Pantale, Liz Vargas, Jackie Huynh), 281-2; 2. BOG, 234-7; 3. BEC, 193-11; 4. PR, 185-1; 5. WLD, 180-5; 6. PP, 167-11. High jump: 1. Tie between WLD (Anna Boddy, Amanda Corkill, Sloane Irwin) and WAL (Klaudia Jablonska, Patrycja Szwarc, Victoria Tabor), 13-2; 3. SB, 13-0; 4. PP, 12-10; 5. EM, 12-6. Long jump: 1. BOG (Anna maria Scarpa, Samantha Gioiosa, Tyesha Forrester), 42-6 ½; 2. MP, 42-5; 3. SB, 41-8; 4. WAL, 39-5; 5. WLD, 38-3; 6. PP, 36-7 ½. Triple jump: 1. SB (Angela Brooks, Lara Menichelli, Kayla Artemisio), 92-6; 2. EM, 89-10; 3. PR, 87-2; 4. WLD, 84-9 ½; 5. WAL, 80-5. Pole vault: 1. EM (Adrianna Golon, Sophia Castronovo, Amanda Lacorazza), 22-0; 2. PR, 14-6; 3. WLD, 13-0. xyxy=(887,1490,1120,2130)
girls-division-c-title: Division C xyxy=(620,1475,676,1487)
scan-credit xyxy=(1106,2337,1431,2418)
boys-division-e-title: Division E xyxy=(1134,80,1189,92)
girls-division-d-title: Division D xyxy=(887,1475,943,1487)
credit-line-source: Reported in: The Record xyxy=(1106,2365,1343,2389)
girls-division-a-title: Division A xyxy=(85,1474,140,1486)
boys-division-c-title: Division C xyxy=(620,80,676,92)
girls-division-a-clipping xyxy=(73,1390,339,2505)
girls-division-e-title: Division E xyxy=(1144,1475,1199,1487)
girls-division-b-title: Division B xyxy=(353,1475,409,1487)
boys-division-d-clipping xyxy=(866,65,1120,1075)
